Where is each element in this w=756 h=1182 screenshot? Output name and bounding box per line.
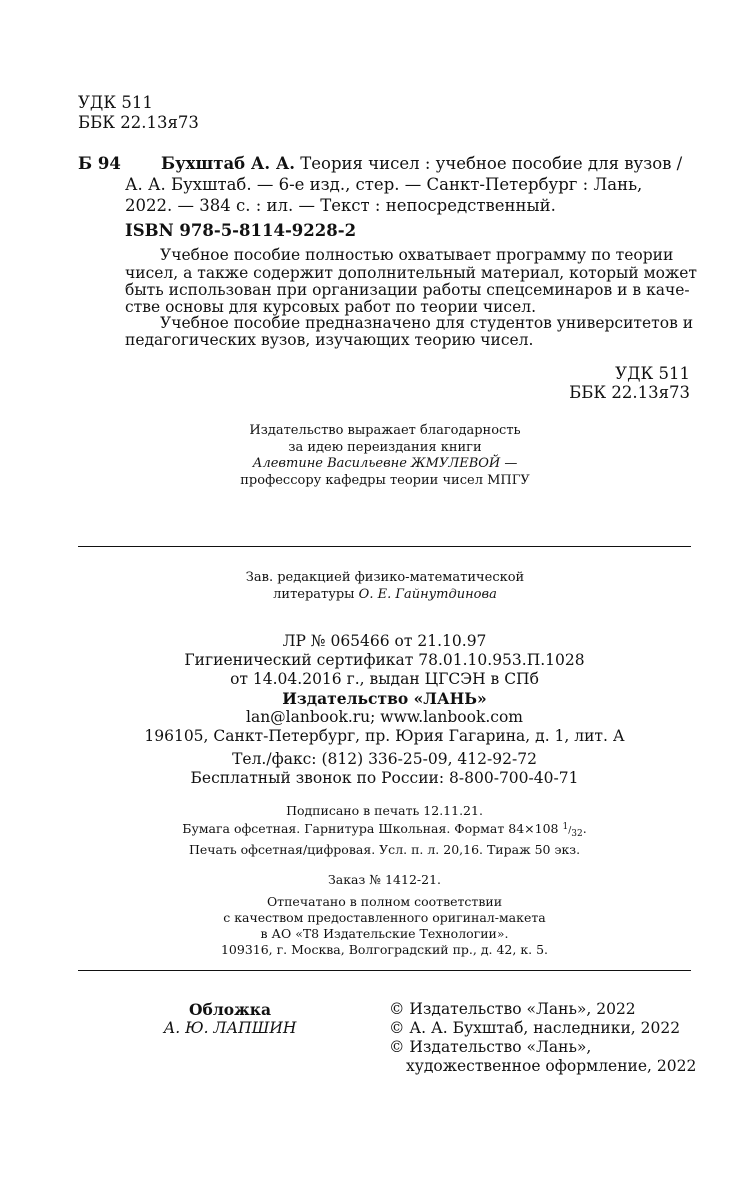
editor-name: О. Е. Гайнутдинова (358, 586, 497, 602)
printer-address: 109316, г. Москва, Волгоградский пр., д. 42, к. 5. (220, 942, 549, 957)
ack-line: профессору кафедры теории чисел МПГУ (240, 472, 530, 488)
printer-info (78, 894, 691, 958)
ack-line: Издательство выражает благодарность (249, 423, 521, 438)
paper-suffix: . (582, 821, 587, 836)
fraction-denominator: 32 (571, 828, 583, 839)
printer-line: в АО «T8 Издательские Технологии». (260, 926, 509, 941)
isbn: ISBN 978-5-8114-9228-2 (125, 221, 357, 240)
cert-date: от 14.04.2016 г., выдан ЦГСЭН в СПб (230, 670, 539, 688)
publisher-info (78, 632, 691, 788)
publisher-web: lan@lanbook.ru; www.lanbook.com (246, 708, 523, 726)
print-info (78, 803, 691, 888)
acknowledgement (180, 423, 590, 489)
bbk-code-right: ББК 22.13я73 (569, 383, 690, 402)
catalog-title: Теория чисел : учебное пособие для вузов / (295, 154, 683, 173)
publisher-phone: Тел./факс: (812) 336-25-09, 412-92-72 (232, 750, 537, 768)
cover-credit (140, 1000, 320, 1038)
format-fraction: $^1/_{32}$ (562, 822, 583, 839)
printer-line: с качеством предоставленного оригинал-макета (223, 910, 546, 925)
publisher-address: 196105, Санкт-Петербург, пр. Юрия Гагарина, д. 1, лит. А (144, 727, 625, 745)
cover-artist: А. Ю. ЛАПШИН (163, 1019, 297, 1037)
cover-label: Обложка (189, 1000, 271, 1019)
divider (78, 546, 691, 547)
bbk-code-top: ББК 22.13я73 (78, 113, 199, 132)
catalog-line-3: 2022. — 384 с. : ил. — Текст : непосредственный. (125, 196, 556, 215)
abstract-line: стве основы для курсовых работ по теории чисел. (125, 298, 537, 316)
license-number: ЛР № 065466 от 21.10.97 (282, 632, 487, 650)
abstract-line: быть использован при организации работы спецсеминаров и в каче- (125, 281, 690, 299)
paper-format (78, 819, 691, 842)
hygiene-cert: Гигиенический сертификат 78.01.10.953.П.1028 (184, 651, 585, 669)
print-method: Печать офсетная/цифровая. Усл. п. л. 20,16. Тираж 50 экз. (188, 841, 581, 857)
printer-line: Отпечатано в полном соответствии (266, 894, 503, 909)
catalog-author: Бухштаб А. А. (161, 154, 296, 173)
udk-code-top: УДК 511 (78, 93, 153, 112)
udk-code-right: УДК 511 (615, 364, 690, 383)
copyright-line: © Издательство «Лань», (389, 1038, 592, 1056)
editor-prefix: литературы (273, 586, 359, 602)
editor-line: Зав. редакцией физико-математической (245, 570, 525, 585)
catalog-code: Б 94 (78, 154, 121, 173)
ack-line: за идею переиздания книги (288, 439, 482, 455)
free-call: Бесплатный звонок по России: 8-800-700-40-71 (190, 769, 579, 787)
copyright-line: © Издательство «Лань», 2022 (389, 1000, 636, 1018)
abstract-line: Учебное пособие предназначено для студентов университетов и (160, 314, 694, 332)
abstract-line: чисел, а также содержит дополнительный материал, который может (125, 264, 697, 282)
abstract-line: Учебное пособие полностью охватывает программу по теории (160, 246, 674, 264)
copyright-block (389, 1000, 696, 1076)
paper-text: Бумага офсетная. Гарнитура Школьная. Формат 84×108 (182, 821, 563, 836)
catalog-line-1 (161, 153, 682, 174)
copyright-line: художественное оформление, 2022 (406, 1057, 697, 1075)
signed-date: Подписано в печать 12.11.21. (286, 803, 483, 818)
editor-line-2 (180, 587, 590, 604)
publisher-name: Издательство «ЛАНЬ» (282, 689, 487, 708)
ack-person: Алевтине Васильевне ЖМУЛЕВОЙ — (252, 456, 518, 471)
abstract-line: педагогических вузов, изучающих теорию чисел. (125, 331, 534, 349)
catalog-line-2: А. А. Бухштаб. — 6-е изд., стер. — Санкт-Петербург : Лань, (125, 175, 643, 194)
divider (78, 970, 691, 971)
order-number: Заказ № 1412-21. (327, 871, 441, 887)
copyright-line: © А. А. Бухштаб, наследники, 2022 (389, 1019, 681, 1037)
editor-credit (180, 570, 590, 603)
fraction-numerator: 1 (562, 822, 569, 832)
